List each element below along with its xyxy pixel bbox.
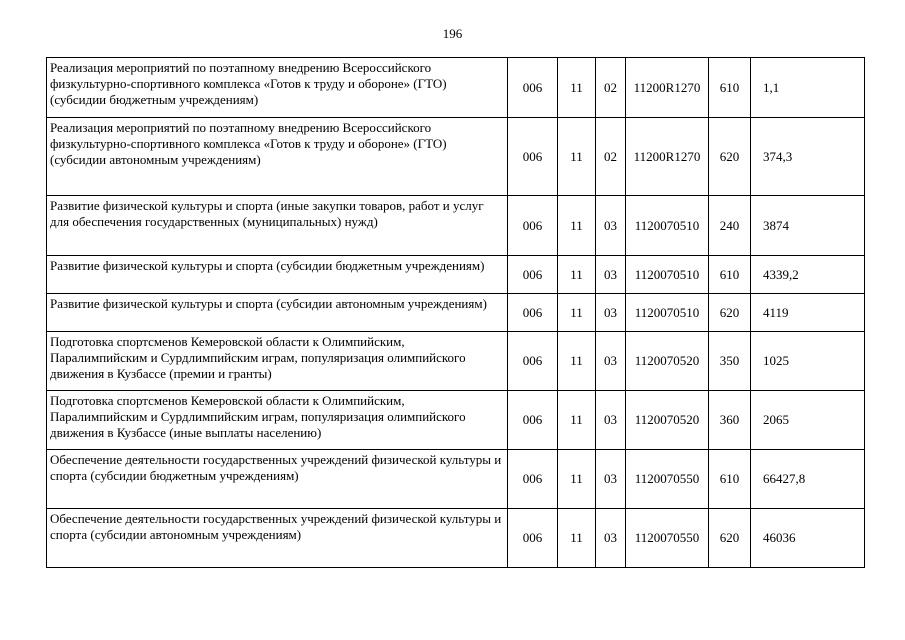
table-row <box>47 196 865 256</box>
expense-type-code: 620 <box>709 509 751 568</box>
ministry-code: 006 <box>508 391 558 450</box>
table-row <box>47 294 865 332</box>
row-description: Подготовка спортсменов Кемеровской области к Олимпийским, Паралимпийским и Сурдлимпийским играм, популяризация олимпийского движения в Кузбассе (премии и гранты) <box>47 332 508 391</box>
expense-type-code: 610 <box>709 450 751 509</box>
row-description: Развитие физической культуры и спорта (субсидии бюджетным учреждениям) <box>47 256 508 294</box>
row-description: Реализация мероприятий по поэтапному внедрению Всероссийского физкультурно-спортивного комплекса «Готов к труду и обороне» (ГТО) (субсидии бюджетным учреждениям) <box>47 58 508 118</box>
ministry-code: 006 <box>508 294 558 332</box>
subsection-code: 03 <box>596 450 626 509</box>
expense-type-code: 610 <box>709 256 751 294</box>
table-row <box>47 256 865 294</box>
expense-type-code: 620 <box>709 118 751 196</box>
section-code: 11 <box>558 294 596 332</box>
subsection-code: 02 <box>596 118 626 196</box>
target-article-code: 11200R1270 <box>626 118 709 196</box>
target-article-code: 1120070550 <box>626 509 709 568</box>
budget-table <box>46 57 865 568</box>
subsection-code: 02 <box>596 58 626 118</box>
subsection-code: 03 <box>596 509 626 568</box>
amount: 1025 <box>751 332 865 391</box>
amount: 46036 <box>751 509 865 568</box>
expense-type-code: 360 <box>709 391 751 450</box>
row-description: Реализация мероприятий по поэтапному внедрению Всероссийского физкультурно-спортивного комплекса «Готов к труду и обороне» (ГТО) (субсидии автономным учреждениям) <box>47 118 508 196</box>
page-number: 196 <box>442 26 463 41</box>
amount: 4339,2 <box>751 256 865 294</box>
target-article-code: 1120070510 <box>626 294 709 332</box>
ministry-code: 006 <box>508 196 558 256</box>
row-description: Подготовка спортсменов Кемеровской области к Олимпийским, Паралимпийским и Сурдлимпийским играм, популяризация олимпийского движения в Кузбассе (иные выплаты населению) <box>47 391 508 450</box>
table-row <box>47 450 865 509</box>
row-description: Развитие физической культуры и спорта (иные закупки товаров, работ и услуг для обеспечения государственных (муниципальных) нужд) <box>47 196 508 256</box>
amount: 374,3 <box>751 118 865 196</box>
amount: 2065 <box>751 391 865 450</box>
ministry-code: 006 <box>508 332 558 391</box>
section-code: 11 <box>558 391 596 450</box>
expense-type-code: 610 <box>709 58 751 118</box>
ministry-code: 006 <box>508 58 558 118</box>
amount: 3874 <box>751 196 865 256</box>
table-row <box>47 509 865 568</box>
section-code: 11 <box>558 450 596 509</box>
target-article-code: 1120070520 <box>626 391 709 450</box>
row-description: Обеспечение деятельности государственных учреждений физической культуры и спорта (субсидии автономным учреждениям) <box>47 509 508 568</box>
amount: 4119 <box>751 294 865 332</box>
expense-type-code: 620 <box>709 294 751 332</box>
subsection-code: 03 <box>596 391 626 450</box>
ministry-code: 006 <box>508 509 558 568</box>
ministry-code: 006 <box>508 450 558 509</box>
section-code: 11 <box>558 256 596 294</box>
amount: 66427,8 <box>751 450 865 509</box>
section-code: 11 <box>558 58 596 118</box>
subsection-code: 03 <box>596 294 626 332</box>
section-code: 11 <box>558 509 596 568</box>
target-article-code: 1120070510 <box>626 196 709 256</box>
target-article-code: 1120070550 <box>626 450 709 509</box>
ministry-code: 006 <box>508 118 558 196</box>
section-code: 11 <box>558 196 596 256</box>
row-description: Обеспечение деятельности государственных учреждений физической культуры и спорта (субсидии бюджетным учреждениям) <box>47 450 508 509</box>
table-row <box>47 58 865 118</box>
row-description: Развитие физической культуры и спорта (субсидии автономным учреждениям) <box>47 294 508 332</box>
expense-type-code: 350 <box>709 332 751 391</box>
target-article-code: 1120070510 <box>626 256 709 294</box>
target-article-code: 1120070520 <box>626 332 709 391</box>
amount: 1,1 <box>751 58 865 118</box>
ministry-code: 006 <box>508 256 558 294</box>
subsection-code: 03 <box>596 256 626 294</box>
table-row <box>47 118 865 196</box>
table-row <box>47 332 865 391</box>
section-code: 11 <box>558 118 596 196</box>
subsection-code: 03 <box>596 332 626 391</box>
table-row <box>47 391 865 450</box>
subsection-code: 03 <box>596 196 626 256</box>
section-code: 11 <box>558 332 596 391</box>
target-article-code: 11200R1270 <box>626 58 709 118</box>
expense-type-code: 240 <box>709 196 751 256</box>
